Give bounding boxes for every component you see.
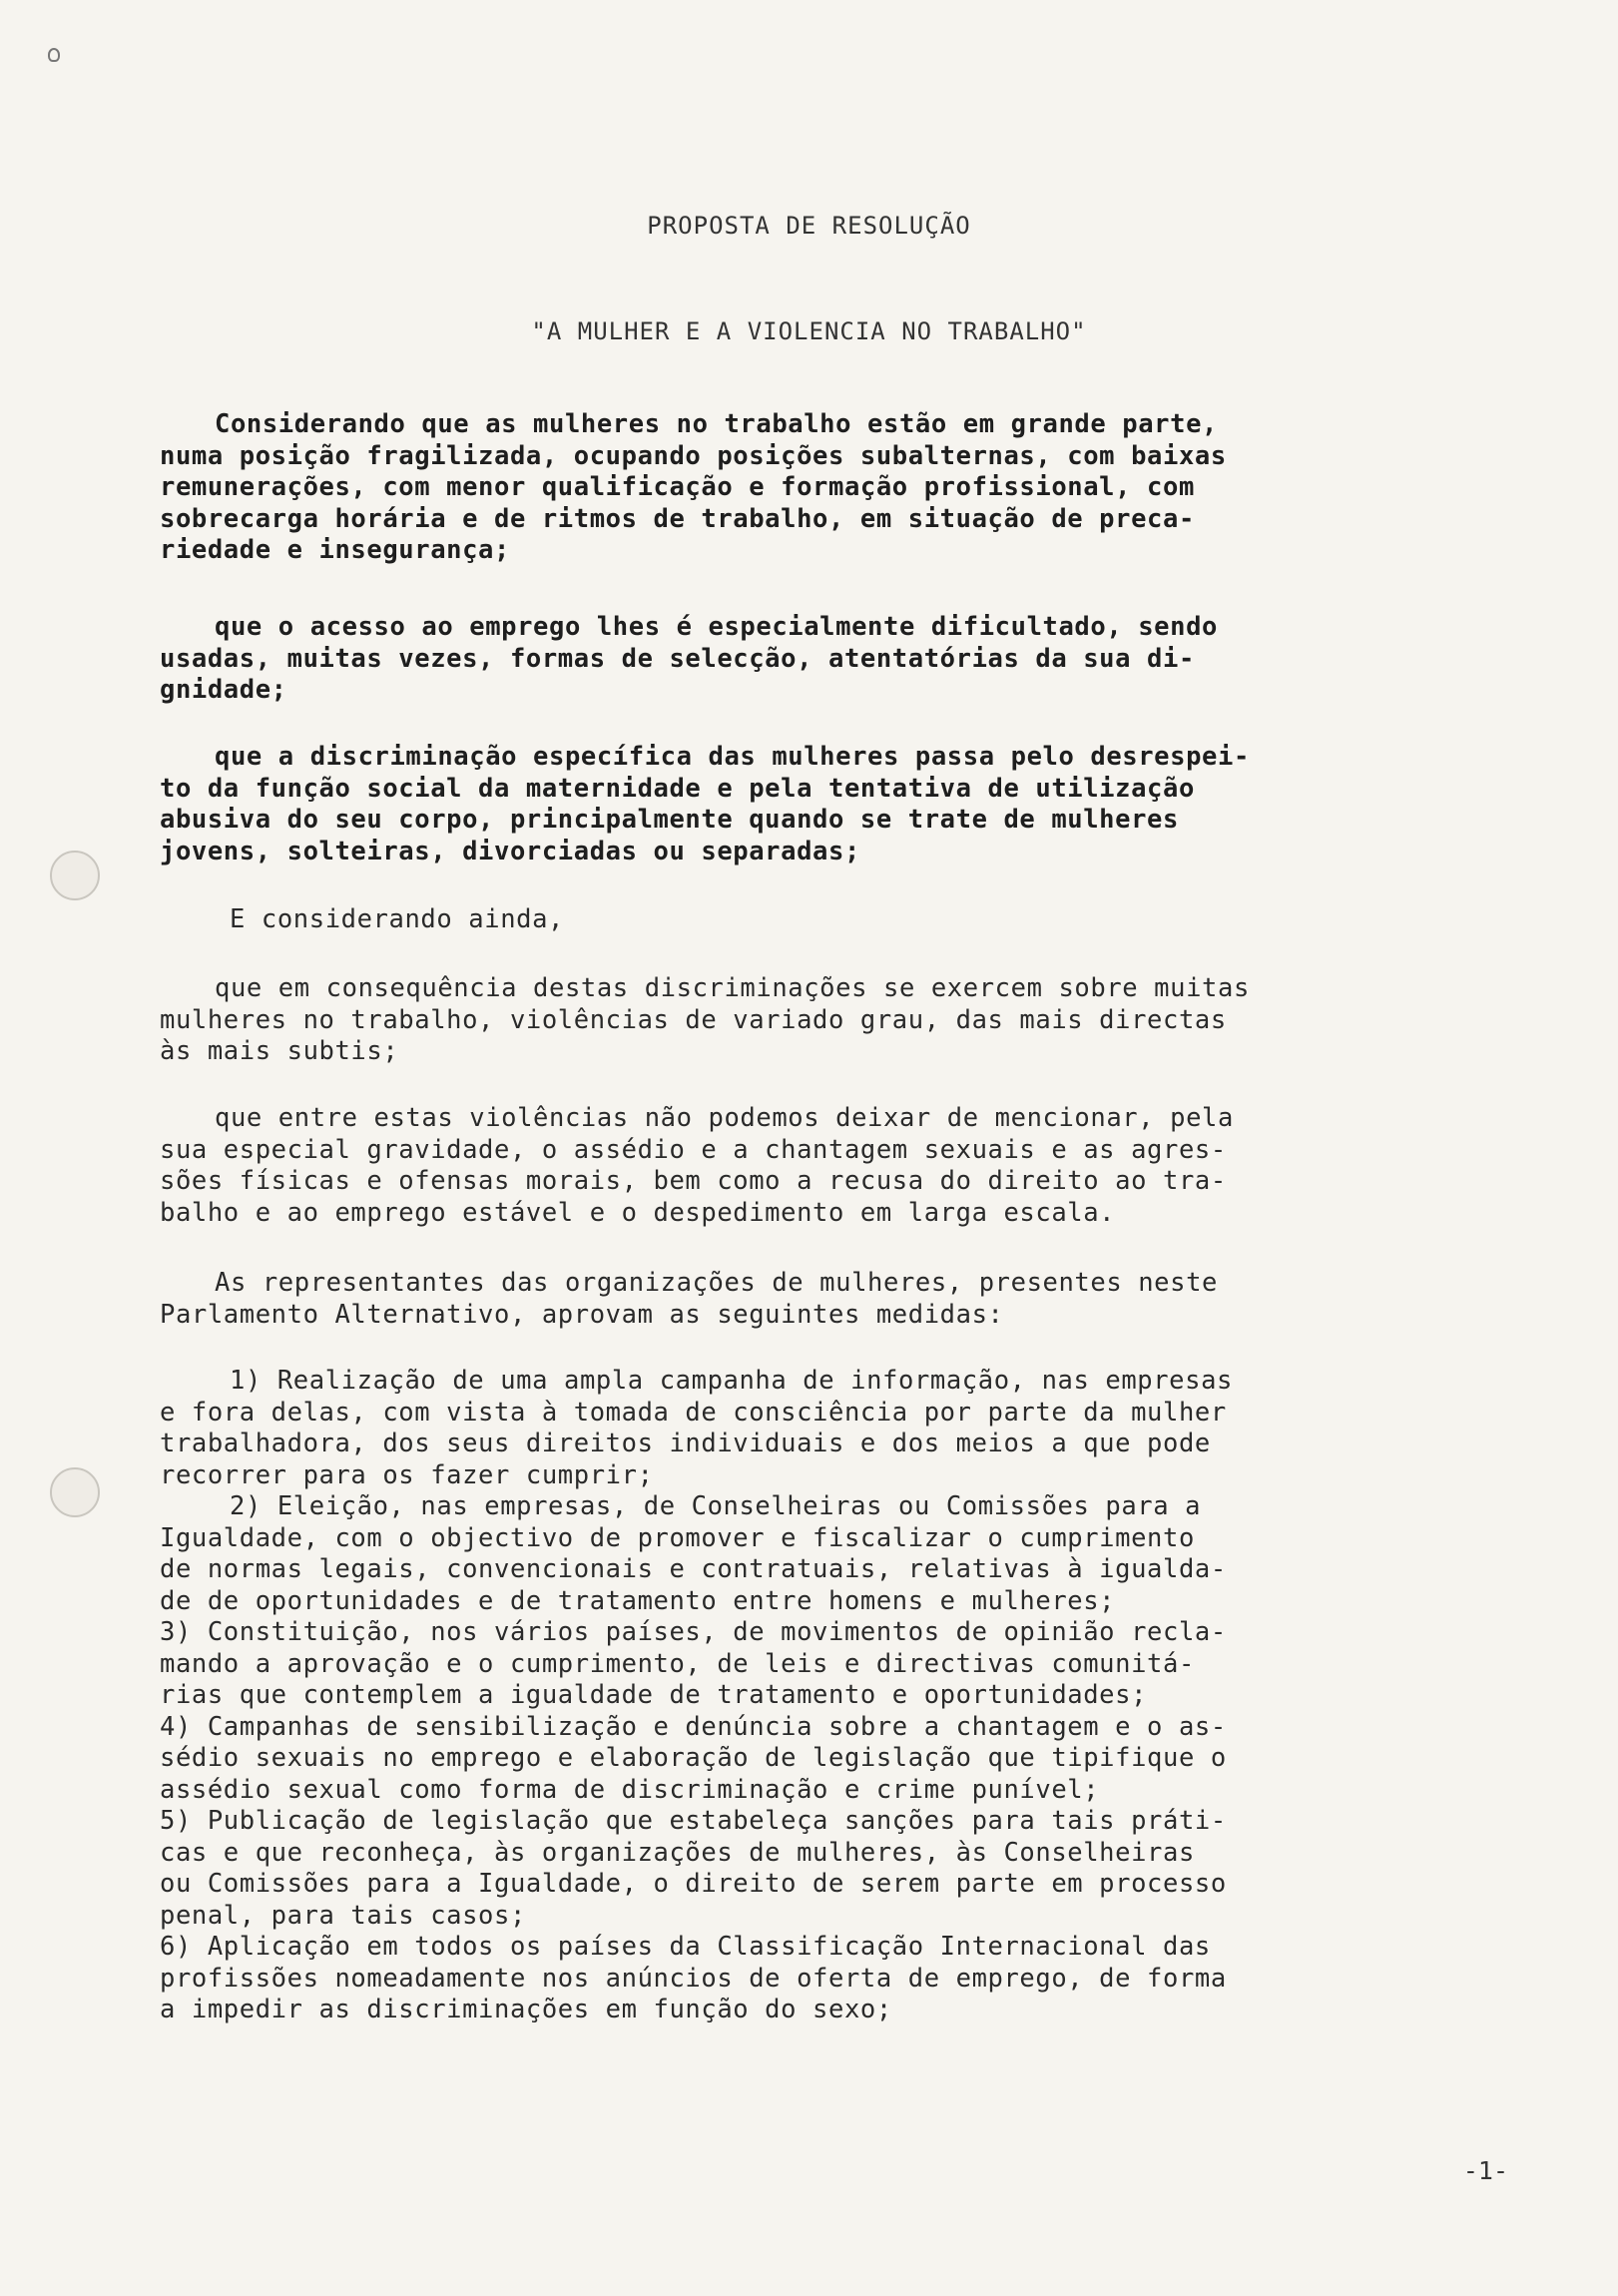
paragraph-consequencia [160,973,1509,1068]
text-line: mulheres no trabalho, violências de variado grau, das mais directas [160,1004,1227,1035]
text-line: penal, para tais casos; [160,1900,526,1931]
text-line: sobrecarga horária e de ritmos de trabalho, em situação de preca- [160,503,1195,534]
punch-hole-icon [50,851,100,900]
text-line: sões físicas e ofensas morais, bem como a recusa do direito ao tra- [160,1166,1227,1196]
text-line: que o acesso ao emprego lhes é especialmente dificultado, sendo [215,612,1218,642]
text-line: Parlamento Alternativo, aprovam as seguintes medidas: [160,1299,1004,1330]
text-line: a impedir as discriminações em função do sexo; [160,1995,892,2024]
list-item: 5) Publicação de legislação que estabeleça sanções para tais práti- [160,1806,1227,1836]
text-line: assédio sexual como forma de discriminação e crime punível; [160,1774,1100,1805]
text-line: numa posição fragilizada, ocupando posições subalternas, com baixas [160,440,1227,471]
list-item: 4) Campanhas de sensibilização e denúncia sobre a chantagem e o as- [160,1711,1227,1742]
text-line: to da função social da maternidade e pela tentativa de utilização [160,773,1195,804]
text-line: balho e ao emprego estável e o despedimento em larga escala. [160,1197,1116,1228]
text-line: cas e que reconheça, às organizações de mulheres, às Conselheiras [160,1837,1195,1868]
text-line: Igualdade, com o objectivo de promover e fiscalizar o cumprimento [160,1522,1195,1553]
text-line: rias que contemplem a igualdade de tratamento e oportunidades; [160,1680,1148,1710]
measures-list [160,1366,1509,2026]
paragraph-considerando [160,409,1509,567]
text-line: riedade e insegurança; [160,535,510,565]
text-line: profissões nomeadamente nos anúncios de oferta de emprego, de forma [160,1963,1227,1994]
text-line: de de oportunidades e de tratamento entre homens e mulheres; [160,1585,1116,1616]
text-line: que em consequência destas discriminações se exercem sobre muitas [215,973,1250,1003]
ink-mark [48,48,60,62]
paragraph-acesso-emprego [160,612,1509,707]
list-item: 2) Eleição, nas empresas, de Conselheiras ou Comissões para a [230,1491,1202,1521]
text-line: ou Comissões para a Igualdade, o direito de serem parte em processo [160,1869,1227,1899]
paragraph-violencias [160,1103,1509,1229]
text-line: gnidade; [160,675,287,705]
text-line: que a discriminação específica das mulheres passa pelo desrespei- [215,742,1250,772]
text-line: remunerações, com menor qualificação e formação profissional, com [160,472,1195,502]
list-item: 1) Realização de uma ampla campanha de informação, nas empresas [230,1366,1233,1396]
text-line: E considerando ainda, [230,904,564,934]
list-item: 3) Constituição, nos vários países, de movimentos de opinião recla- [160,1617,1227,1647]
list-item: 6) Aplicação em todos os países da Classificação Internacional das [160,1932,1211,1962]
text-line: de normas legais, convencionais e contratuais, relativas à igualda- [160,1554,1227,1584]
text-line: abusiva do seu corpo, principalmente quando se trate de mulheres [160,805,1179,835]
text-line: às mais subtis; [160,1036,399,1066]
text-line: mando a aprovação e o cumprimento, de leis e directivas comunitá- [160,1648,1195,1679]
text-line: Considerando que as mulheres no trabalho estão em grande parte, [215,409,1218,439]
punch-hole-icon [50,1467,100,1517]
text-line: sédio sexuais no emprego e elaboração de legislação que tipifique o [160,1743,1227,1773]
text-line: jovens, solteiras, divorciadas ou separadas; [160,836,860,866]
text-line: As representantes das organizações de mulheres, presentes neste [215,1268,1218,1298]
document-title: PROPOSTA DE RESOLUÇÃO [647,212,971,240]
paragraph-considerando-ainda [160,904,1509,936]
text-line: e fora delas, com vista à tomada de consciência por parte da mulher [160,1397,1227,1428]
document-subtitle: "A MULHER E A VIOLENCIA NO TRABALHO" [531,317,1087,345]
paragraph-discriminacao [160,742,1509,867]
text-line: trabalhadora, dos seus direitos individuais e dos meios a que pode [160,1429,1211,1458]
text-line: que entre estas violências não podemos deixar de mencionar, pela [215,1103,1234,1133]
text-line: sua especial gravidade, o assédio e a chantagem sexuais e as agres- [160,1134,1227,1165]
text-line: recorrer para os fazer cumprir; [160,1459,654,1490]
paragraph-representantes [160,1268,1509,1331]
page-number: -1- [1462,2156,1508,2185]
text-line: usadas, muitas vezes, formas de selecção, atentatórias da sua di- [160,643,1195,674]
